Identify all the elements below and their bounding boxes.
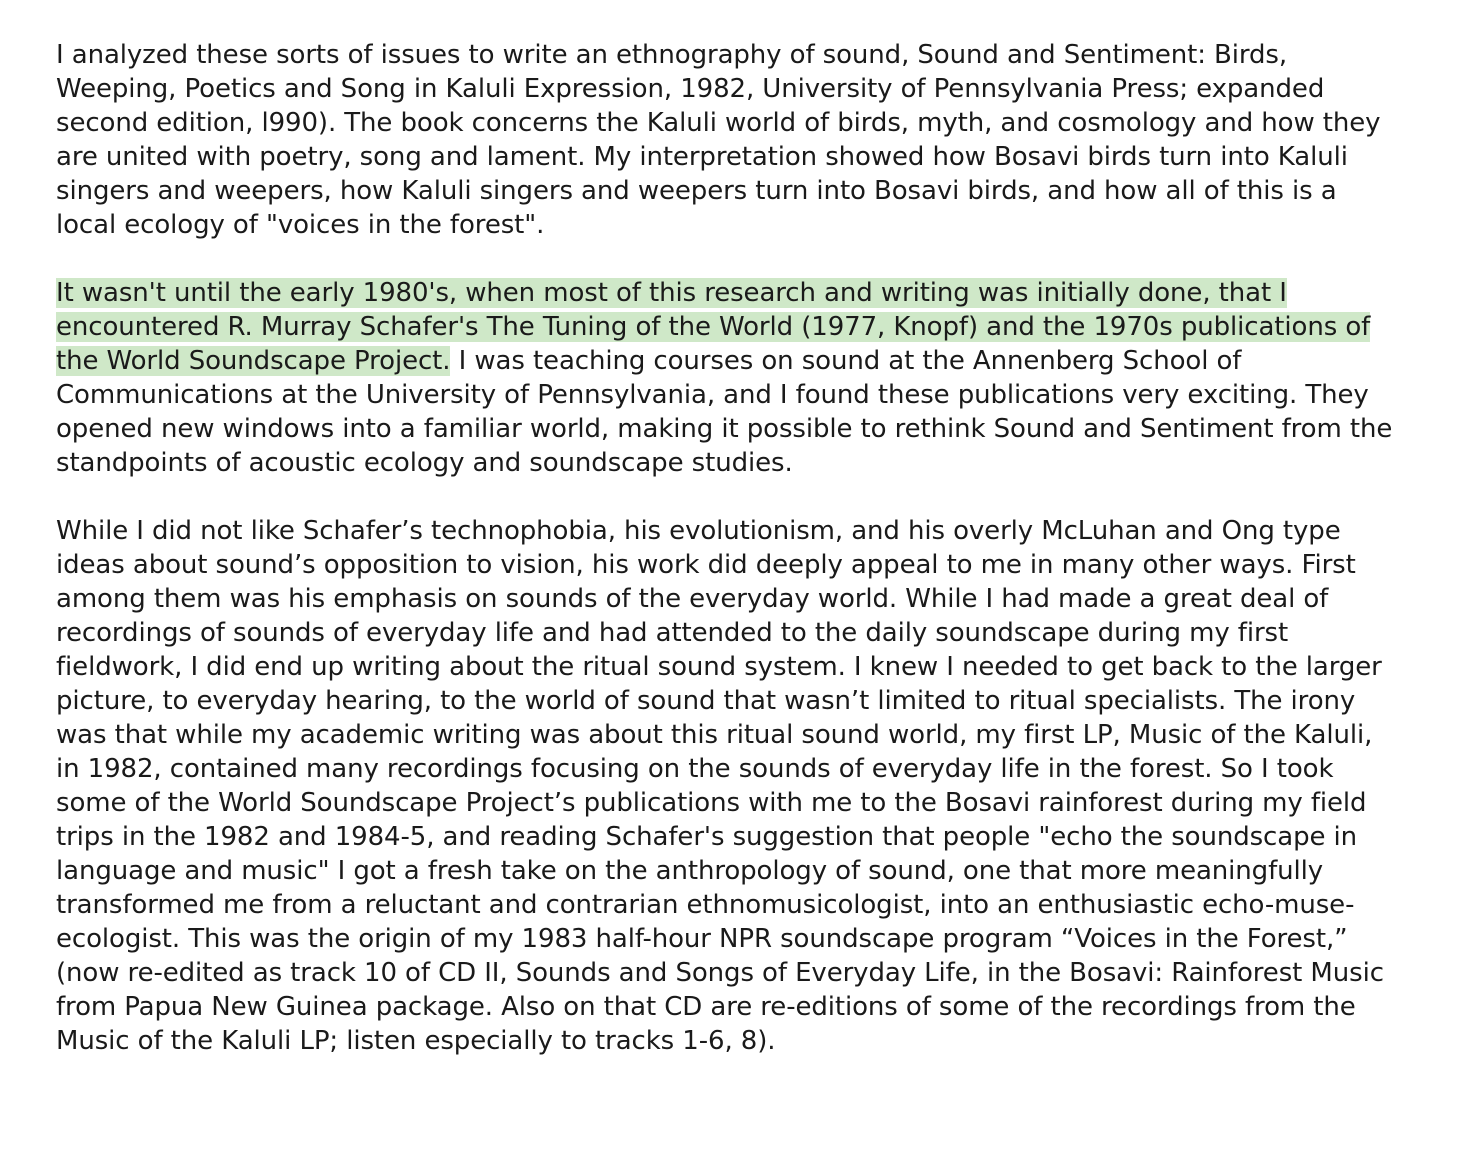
paragraph-1-text: I analyzed these sorts of issues to write an ethnography of sound, Sound and Sentiment: Birds, Weeping, Poetics and Song in Kaluli Expression, 1982, University of Pennsylvania Press; expanded second edition, l990). The book concerns the Kaluli world of birds, myth, and cosmology and how they are united with poetry, song and lament. My interpretation showed how Bosavi birds turn into Kaluli singers and weepers, how Kaluli singers and weepers turn into Bosavi birds, and how all of this is a local ecology of "voices in the forest". (56, 40, 1381, 240)
paragraph-2-text: I was teaching courses on sound at the Annenberg School of Communications at the University of Pennsylvania, and I found these publications very exciting. They opened new windows into a familiar world, making it possible to rethink Sound and Sentiment from the standpoints of acoustic ecology and soundscape studies. (56, 346, 1393, 478)
paragraph-3 (56, 514, 1401, 1058)
paragraph-1 (56, 38, 1401, 242)
paragraph-2 (56, 276, 1401, 480)
document-body (56, 38, 1401, 1092)
paragraph-3-text: While I did not like Schafer’s technophobia, his evolutionism, and his overly McLuhan and Ong type ideas about sound’s opposition to vision, his work did deeply appeal to me in many other ways. First among them was his emphasis on sounds of the everyday world. While I had made a great deal of recordings of sounds of everyday life and had attended to the daily soundscape during my first fieldwork, I did end up writing about the ritual sound system. I knew I needed to get back to the larger picture, to everyday hearing, to the world of sound that wasn’t limited to ritual specialists. The irony was that while my academic writing was about this ritual sound world, my first LP, Music of the Kaluli, in 1982, contained many recordings focusing on the sounds of everyday life in the forest. So I took some of the World Soundscape Project’s publications with me to the Bosavi rainforest during my field trips in the 1982 and 1984-5, and reading Schafer's suggestion that people "echo the soundscape in language and music" I got a fresh take on the anthropology of sound, one that more meaningfully transformed me from a reluctant and contrarian ethnomusicologist, into an enthusiastic echo-muse-ecologist. This was the origin of my 1983 half-hour NPR soundscape program “Voices in the Forest,” (now re-edited as track 10 of CD II, Sounds and Songs of Everyday Life, in the Bosavi: Rainforest Music from Papua New Guinea package. Also on that CD are re-editions of some of the recordings from the Music of the Kaluli LP; listen especially to tracks 1-6, 8). (56, 516, 1384, 1056)
highlighted-passage[interactable]: It wasn't until the early 1980's, when most of this research and writing was initially done, that I encountered R. Murray Schafer's The Tuning of the World (1977, Knopf) and the 1970s publications of the World Soundscape Project. (56, 278, 1371, 376)
